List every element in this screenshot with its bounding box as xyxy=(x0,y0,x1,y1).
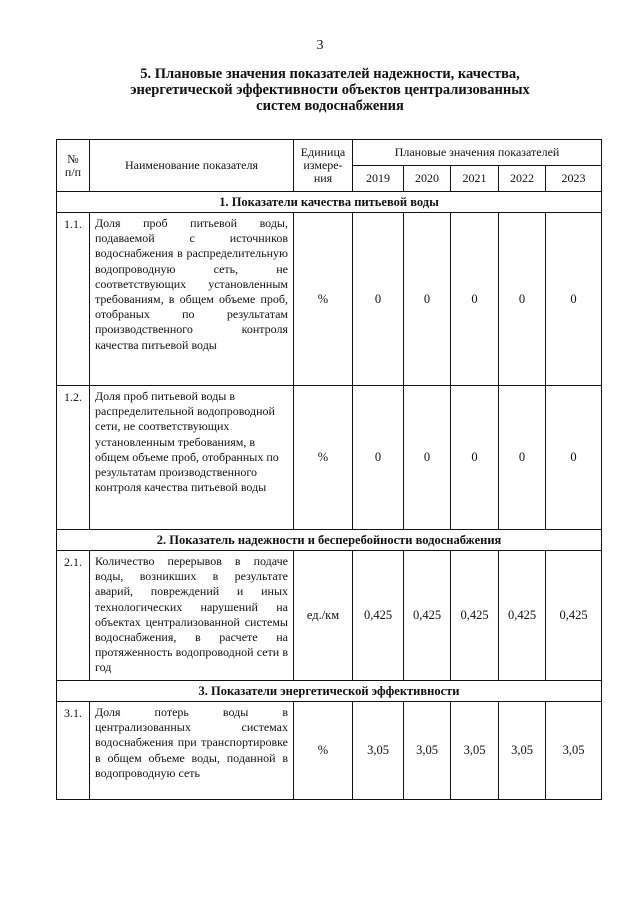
row-value: 0 xyxy=(546,386,602,530)
document-title xyxy=(80,66,580,114)
page-number: 3 xyxy=(316,38,324,53)
row-value: 3,05 xyxy=(499,702,546,800)
row-value: 0,425 xyxy=(546,551,602,681)
row-unit: % xyxy=(294,386,353,530)
row-value: 3,05 xyxy=(451,702,499,800)
row-value: 0 xyxy=(353,386,404,530)
row-value: 0 xyxy=(451,386,499,530)
row-unit: % xyxy=(294,702,353,800)
header-year: 2022 xyxy=(499,166,546,192)
row-unit: ед./км xyxy=(294,551,353,681)
row-value: 0 xyxy=(499,386,546,530)
row-value: 0 xyxy=(404,386,451,530)
title-line: энергетической эффективности объектов централизованных xyxy=(130,82,530,98)
table-row xyxy=(57,386,602,530)
row-name: Доля проб питьевой воды в распределительной водопроводной сети, не соответствующих установленным требованиям, в общем объеме проб, отобранных по результатам производственного контроля качества питьевой воды xyxy=(90,386,294,530)
table-row xyxy=(57,213,602,386)
row-number: 2.1. xyxy=(57,551,90,681)
title-line: 5. Плановые значения показателей надежности, качества, xyxy=(140,66,520,82)
row-value: 3,05 xyxy=(404,702,451,800)
section-title: 2. Показатель надежности и бесперебойности водоснабжения xyxy=(57,530,602,551)
row-value: 0,425 xyxy=(404,551,451,681)
row-value: 0 xyxy=(353,213,404,386)
row-value: 0 xyxy=(546,213,602,386)
header-num: № п/п xyxy=(57,140,90,192)
header-year: 2019 xyxy=(353,166,404,192)
section-row xyxy=(57,530,602,551)
section-title: 1. Показатели качества питьевой воды xyxy=(57,192,602,213)
row-value: 0,425 xyxy=(451,551,499,681)
section-row xyxy=(57,681,602,702)
row-value: 3,05 xyxy=(353,702,404,800)
row-value: 0 xyxy=(499,213,546,386)
row-value: 0 xyxy=(404,213,451,386)
table-row xyxy=(57,702,602,800)
header-planned: Плановые значения показателей xyxy=(353,140,602,166)
header-year: 2023 xyxy=(546,166,602,192)
row-value: 0,425 xyxy=(353,551,404,681)
header-unit: Единица измере- ния xyxy=(294,140,353,192)
section-row xyxy=(57,192,602,213)
row-value: 0 xyxy=(451,213,499,386)
row-name: Доля потерь воды в централизованных системах водоснабжения при транспортировке в общем объеме воды, поданной в водопроводную сеть xyxy=(90,702,294,800)
section-title: 3. Показатели энергетической эффективности xyxy=(57,681,602,702)
header-name: Наименование показателя xyxy=(90,140,294,192)
row-value: 0,425 xyxy=(499,551,546,681)
title-line: систем водоснабжения xyxy=(256,98,404,114)
row-name: Доля проб питьевой воды, подаваемой с источников водоснабжения в распределительную водопроводную сеть, не соответствующих установленным требованиям, в общем объеме проб, отобраных по результатам производственного контроля качества питьевой воды xyxy=(90,213,294,386)
indicators-table xyxy=(56,139,602,800)
row-number: 1.2. xyxy=(57,386,90,530)
row-value: 3,05 xyxy=(546,702,602,800)
header-year: 2020 xyxy=(404,166,451,192)
row-number: 3.1. xyxy=(57,702,90,800)
table-row xyxy=(57,551,602,681)
header-row xyxy=(57,140,602,166)
row-number: 1.1. xyxy=(57,213,90,386)
row-unit: % xyxy=(294,213,353,386)
row-name: Количество перерывов в подаче воды, возникших в результате аварий, повреждений и иных технологических нарушений на объектах централизованной системы водоснабжения, в расчете на протяженность водопроводной сети в год xyxy=(90,551,294,681)
header-year: 2021 xyxy=(451,166,499,192)
